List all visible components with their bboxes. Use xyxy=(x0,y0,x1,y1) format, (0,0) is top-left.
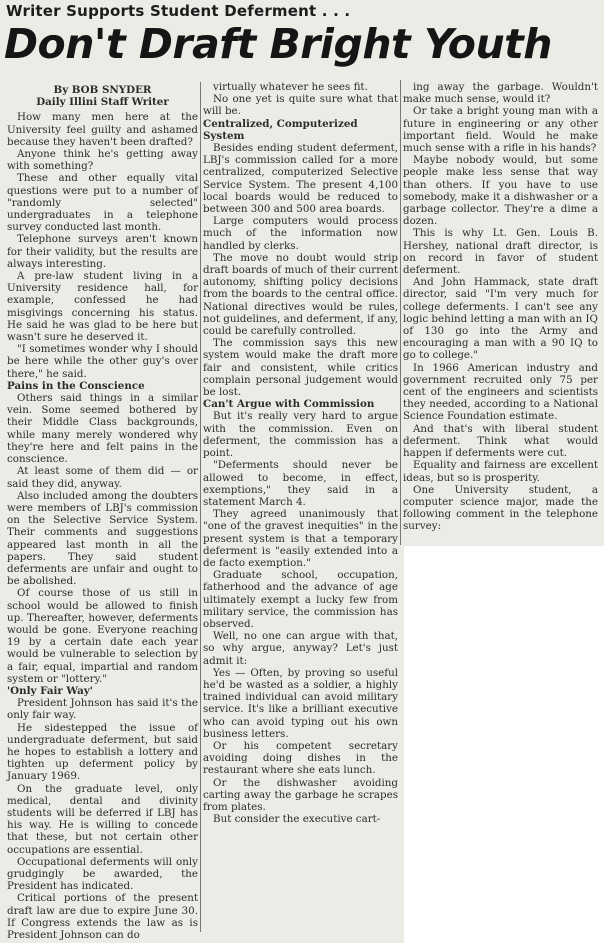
paragraph: And that's with liberal student deferment. Think what would happen if deferments were cut. xyxy=(403,422,598,460)
byline-title: Daily Illini Staff Writer xyxy=(36,96,169,109)
subhead: Can't Argue with Commission xyxy=(203,398,375,411)
main-headline: Don't Draft Bright Youth xyxy=(4,20,552,68)
paragraph: At least some of them did — or said they did, anyway. xyxy=(7,465,198,490)
subhead: Centralized, Computerized System xyxy=(203,117,358,142)
paragraph: Or take a bright young man with a future in engineering or any other important field. Would he make much sense with a rifle in his hands? xyxy=(403,105,598,155)
paragraph: Yes — Often, by proving so useful he'd be wasted as a soldier, a highly trained individual can avoid military service. It's like a brilliant executive who can avoid typing out his own business letters. xyxy=(203,666,398,740)
paragraph: Critical portions of the present draft law are due to expire June 30. If Congress extends the law as is President Johnson can do xyxy=(7,892,198,942)
article-column-3 xyxy=(403,81,598,533)
paragraph: Of course those of us still in school would be allowed to finish up. Thereafter, however, deferments would be gone. Everyone reaching 19 by a certain date each year would be vulnerable to selection by a fair, equal, impartial and random system or "lottery." xyxy=(7,587,198,685)
paragraph: A pre-law student living in a University residence hall, for example, confessed he had misgivings concerning his status. He said he was glad to be here but wasn't sure he deserved it. xyxy=(7,270,198,344)
paragraph: These and other equally vital questions were put to a number of "randomly selected" undergraduates in a telephone survey conducted last month. xyxy=(7,172,198,234)
paragraph: virtually whatever he sees fit. xyxy=(213,81,368,93)
paragraph: President Johnson has said it's the only fair way. xyxy=(7,697,198,722)
paragraph: But consider the executive cart- xyxy=(213,813,381,826)
paragraph: Occupational deferments will only grudgingly be awarded, the President has indicated. xyxy=(7,855,198,893)
paragraph: ing away the garbage. Wouldn't make much sense, would it? xyxy=(403,81,598,106)
paragraph: Large computers would process much of the information now handled by clerks. xyxy=(203,215,398,252)
paragraph: But it's really very hard to argue with the commission. Even on deferment, the commission has a point. xyxy=(203,410,398,460)
paragraph: Telephone surveys aren't known for their validity, but the results are always interesting. xyxy=(7,233,198,270)
paragraph: Equality and fairness are excellent ideas, but so is prosperity. xyxy=(403,459,598,484)
paragraph: Graduate school, occupation, fatherhood and the advance of age ultimately exempt a lucky few from military service, the commission has observed. xyxy=(203,569,398,630)
paragraph: Maybe nobody would, but some people make less sense that way than others. If you have to use somebody, make it a dishwasher or a garbage collector. They're a dime a dozen. xyxy=(403,154,598,228)
paragraph: They agreed unanimously that "one of the gravest inequities" in the present system is that a temporary deferment is "easily extended into a de facto exemption." xyxy=(203,508,398,569)
paragraph: One University student, a computer science major, made the following comment in the telephone survey: xyxy=(403,483,598,533)
paragraph: The move no doubt would strip draft boards of much of their current autonomy, shifting policy decisions from the boards to the central office. National directives would be rules, not guidelines, and deferment, if any, could be carefully controlled. xyxy=(203,251,398,338)
paragraph: Or the dishwasher avoiding carting away the garbage he scrapes from plates. xyxy=(203,776,398,813)
subhead: 'Only Fair Way' xyxy=(7,684,93,697)
paragraph: The commission says this new system would make the draft more fair and consistent, while critics complain personal judgement would be lost. xyxy=(203,337,398,399)
paragraph: Or his competent secretary avoiding doing dishes in the restaurant where she eats lunch. xyxy=(203,739,398,777)
subhead: Pains in the Conscience xyxy=(7,379,145,392)
paragraph: On the graduate level, only medical, dental and divinity students will be deferred if LBJ has his way. He is willing to concede that these, but not certain other occupations are essential. xyxy=(7,782,198,856)
paragraph: How many men here at the University feel guilty and ashamed because they haven't been drafted? xyxy=(7,111,198,148)
paragraph: Anyone think he's getting away with something? xyxy=(7,148,198,173)
paragraph: He sidestepped the issue of undergraduate deferment, but said he hopes to establish a lottery and tighten up deferment policy by January 1969. xyxy=(7,721,198,783)
paragraph: In 1966 American industry and government recruited only 75 per cent of the engineers and scientists they needed, according to a National Science Foundation estimate. xyxy=(403,361,598,423)
paragraph: Others said things in a similar vein. Some seemed bothered by their Middle Class backgrounds, while many merely wondered why they're here and felt pains in the conscience. xyxy=(7,392,198,466)
paragraph: No one yet is quite sure what that will be. xyxy=(203,93,398,118)
paragraph: "Deferments should never be allowed to become, in effect, exemptions," they said in a statement March 4. xyxy=(203,459,398,508)
column-rule-2 xyxy=(400,80,401,545)
paragraph: Well, no one can argue with that, so why argue, anyway? Let's just admit it: xyxy=(203,630,398,667)
paragraph: Also included among the doubters were members of LBJ's commission on the Selective Service System. Their comments and suggestions appeared last month in all the papers. They said student deferments are unfair and ought to be abolished. xyxy=(7,489,198,588)
kicker-headline: Writer Supports Student Deferment . . . xyxy=(6,2,351,20)
paragraph: Besides ending student deferment, LBJ's commission called for a more centralized, computerized Selective Service System. The present 4,100 local boards would be reduced to between 300 and 500 area boards. xyxy=(203,142,398,216)
article-column-1 xyxy=(7,84,198,941)
paragraph: And John Hammack, state draft director, said "I'm very much for college deferments. I can't see any logic behind letting a man with an IQ of 130 go into the Army and encouraging a man with a 90 IQ to go to college." xyxy=(403,276,598,362)
article-column-2 xyxy=(203,81,398,825)
paragraph: This is why Lt. Gen. Louis B. Hershey, national draft director, is on record in favor of student deferment. xyxy=(403,227,598,277)
byline-author: By BOB SNYDER xyxy=(53,84,152,96)
paragraph: "I sometimes wonder why I should be here while the other guy's over there," he said. xyxy=(7,343,198,380)
column-rule-1 xyxy=(200,82,201,932)
